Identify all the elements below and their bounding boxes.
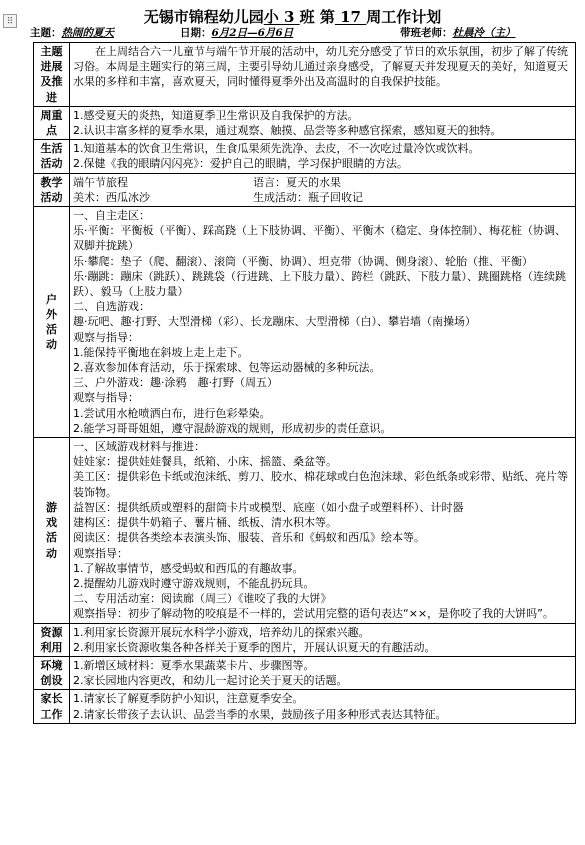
label-char: 活动 <box>40 190 63 204</box>
teaching-item: 端午节旅程 <box>73 175 128 189</box>
outdoor-line: 三、户外游戏：趣·涂鸦 趣·打野（周五） <box>73 376 278 390</box>
outdoor-line: 观察与指导： <box>73 330 139 344</box>
label-char: 创设 <box>40 674 63 688</box>
outdoor-content <box>70 207 576 438</box>
outdoor-line: 趣·玩吧、趣·打野、大型滑梯（彩）、长龙蹦床、大型滑梯（白）、攀岩墙（南操场） <box>73 315 476 329</box>
games-content <box>70 438 576 623</box>
life-line: 1.知道基本的饮食卫生常识，生食瓜果须先洗净、去皮，不一次吃过量冷饮或饮料。 <box>73 142 480 156</box>
weekly-plan-table <box>33 42 576 724</box>
date-label: 日期： <box>180 27 212 39</box>
row-label-progress <box>34 43 70 107</box>
games-line: 益智区：提供纸质或塑料的甜筒卡片或模型、底座（如小盘子或塑料杯）、计时器 <box>73 500 464 514</box>
games-line: 二、专用活动室：阅读廊（周三）《谁咬了我的大饼》 <box>73 592 332 606</box>
outdoor-line: 乐·蹦跳：蹦床（跳跃）、跳跳袋（行进跳、上下肢力量）、跨栏（跳跃、下肢力量）、跳圈跳格（连续跳跃）、毅马（上肢力量） <box>73 269 566 299</box>
outdoor-line: 二、自选游戏： <box>73 300 150 314</box>
focus-line: 2.认识丰富多样的夏季水果，通过观察、触摸、品尝等多种感官探索，感知夏天的独特。 <box>73 124 502 138</box>
teacher-field <box>400 25 516 40</box>
date-value: 6月2日—6月6日 <box>211 27 294 39</box>
label-char: 活 <box>46 531 57 545</box>
teaching-content <box>70 173 576 206</box>
label-char: 游 <box>46 500 57 514</box>
resources-line: 1.利用家长资源开展玩水科学小游戏，培养幼儿的探索兴趣。 <box>73 625 370 639</box>
teacher-label: 带班老师： <box>400 27 453 39</box>
label-char: 利用 <box>40 640 63 654</box>
theme-value: 热闹的夏天 <box>61 27 114 39</box>
row-progress <box>34 43 576 107</box>
progress-text: 在上周结合六一儿童节与端午节开展的活动中，幼儿充分感受了节日的欢乐氛围，初步了解了传统习俗。本周是主题实行的第三周，主要引导幼儿通过亲身感受，了解夏天并发现夏天的美好，知道夏天水果的多样和丰富，喜欢夏天，同时懂得夏季外出及高温时的自我保护技能。 <box>73 45 568 89</box>
label-char: 外 <box>46 307 57 321</box>
teaching-line <box>73 175 572 190</box>
games-line: 娃娃家：提供娃娃餐具，纸箱、小床、摇篮、桑盆等。 <box>73 455 337 469</box>
focus-line: 1.感受夏天的炎热，知道夏季卫生常识及自我保护的方法。 <box>73 108 359 122</box>
label-char: 点 <box>46 124 57 138</box>
games-line: 观察指导：初步了解动物的咬痕是不一样的，尝试用完整的语句表达“××，是你咬了我的大饼吗”。 <box>73 607 554 621</box>
label-char: 生活 <box>40 142 63 156</box>
row-games <box>34 438 576 623</box>
games-line: 2.提醒幼儿游戏时遵守游戏规则，不能乱扔玩具。 <box>73 576 315 590</box>
row-outdoor <box>34 207 576 438</box>
theme-field <box>30 25 114 40</box>
games-line: 一、区域游戏材料与推进： <box>73 440 205 454</box>
games-line: 阅读区：提供各类绘本表演头饰、服装、音乐和《蚂蚁和西瓜》绘本等。 <box>73 531 425 545</box>
row-resources <box>34 623 576 656</box>
row-label-resources <box>34 623 70 656</box>
label-char: 资源 <box>40 625 63 639</box>
parents-line: 2.请家长带孩子去认识、品尝当季的水果，鼓励孩子用多种形式表达其特征。 <box>73 707 447 721</box>
progress-content <box>70 43 576 107</box>
teaching-item: 语言：夏天的水果 <box>253 175 341 189</box>
class-suffix: 班 第 <box>299 8 335 26</box>
outdoor-line: 乐·平衡：平衡板（平衡）、踩高跷（上下肢协调、平衡）、平衡木（稳定、身体控制）、梅花桩（协调、双脚并拢跳） <box>73 224 566 253</box>
outdoor-line: 2.能学习哥哥姐姐，遵守混龄游戏的规则，形成初步的责任意识。 <box>73 421 392 435</box>
parents-content <box>70 690 576 723</box>
theme-label: 主题： <box>30 27 62 39</box>
week-suffix: 周工作计划 <box>366 8 442 26</box>
label-char: 周重 <box>40 108 63 122</box>
row-environment <box>34 656 576 689</box>
outdoor-line: 观察与指导： <box>73 391 139 405</box>
label-char: 环境 <box>40 658 63 672</box>
teaching-line <box>73 190 572 205</box>
label-char: 进 <box>46 90 57 104</box>
label-char: 活 <box>46 323 57 337</box>
row-life <box>34 140 576 173</box>
label-char: 家长 <box>40 692 63 706</box>
class-number: 小 3 <box>263 8 300 26</box>
label-char: 活动 <box>40 157 63 171</box>
school-name: 无锡市锦程幼儿园 <box>143 8 264 26</box>
environment-line: 1.新增区域材料：夏季水果蔬菜卡片、步骤图等。 <box>73 658 315 672</box>
date-field <box>180 25 293 40</box>
resources-content <box>70 623 576 656</box>
outdoor-line: 1.尝试用水枪喷洒白布，进行色彩晕染。 <box>73 406 271 420</box>
outdoor-line: 乐·攀爬：垫子（爬、翻滚）、滚筒（平衡、协调）、坦克带（协调、侧身滚）、轮胎（推、平衡） <box>73 254 533 268</box>
label-char: 户 <box>46 292 57 306</box>
outdoor-line: 1.能保持平衡地在斜坡上走上走下。 <box>73 345 249 359</box>
row-parents <box>34 690 576 723</box>
label-char: 教学 <box>40 175 63 189</box>
games-line: 观察指导： <box>73 546 128 560</box>
teacher-value: 杜晨泠（主） <box>452 27 516 39</box>
page-title <box>0 6 585 27</box>
life-line: 2.保健《我的眼睛闪闪亮》：爱护自己的眼睛，学习保护眼睛的方法。 <box>73 157 408 171</box>
row-teaching <box>34 173 576 206</box>
row-label-outdoor <box>34 207 70 438</box>
row-label-teaching <box>34 173 70 206</box>
focus-content <box>70 106 576 139</box>
environment-content <box>70 656 576 689</box>
row-label-life <box>34 140 70 173</box>
label-char: 工作 <box>40 707 63 721</box>
outdoor-line: 2.喜欢参加体育活动，乐于探索球、包等运动器械的多种玩法。 <box>73 361 381 375</box>
parents-line: 1.请家长了解夏季防护小知识，注意夏季安全。 <box>73 692 304 706</box>
games-line: 1.了解故事情节，感受蚂蚁和西瓜的有趣故事。 <box>73 561 304 575</box>
row-label-parents <box>34 690 70 723</box>
label-char: 动 <box>46 546 57 560</box>
games-line: 美工区：提供彩色卡纸或泡沫纸、剪刀、胶水、棉花球或白色泡沫球、彩色纸条或彩带、贴纸、亮片等装饰物。 <box>73 470 568 499</box>
environment-line: 2.家长园地内容更改，和幼儿一起讨论关于夏天的话题。 <box>73 674 348 688</box>
label-char: 戏 <box>46 516 57 530</box>
resources-line: 2.利用家长资源收集各种各样关于夏季的图片，开展认识夏天的有趣活动。 <box>73 640 436 654</box>
outdoor-line: 一、自主走区： <box>73 209 150 223</box>
teaching-item: 美术：西瓜冰沙 <box>73 190 150 204</box>
week-number: 17 <box>334 8 367 26</box>
drag-handle-icon[interactable]: ⠿ <box>3 14 17 28</box>
row-label-environment <box>34 656 70 689</box>
row-focus <box>34 106 576 139</box>
teaching-item: 生成活动：瓶子回收记 <box>253 190 363 204</box>
games-line: 建构区：提供牛奶箱子、薯片桶、纸板、清水积木等。 <box>73 516 337 530</box>
row-label-focus <box>34 106 70 139</box>
label-char: 进展 <box>40 60 63 74</box>
row-label-games <box>34 438 70 623</box>
label-char: 动 <box>46 338 57 352</box>
life-content <box>70 140 576 173</box>
label-char: 主题 <box>40 45 63 58</box>
label-char: 及推 <box>40 75 63 89</box>
plan-meta <box>30 25 577 41</box>
